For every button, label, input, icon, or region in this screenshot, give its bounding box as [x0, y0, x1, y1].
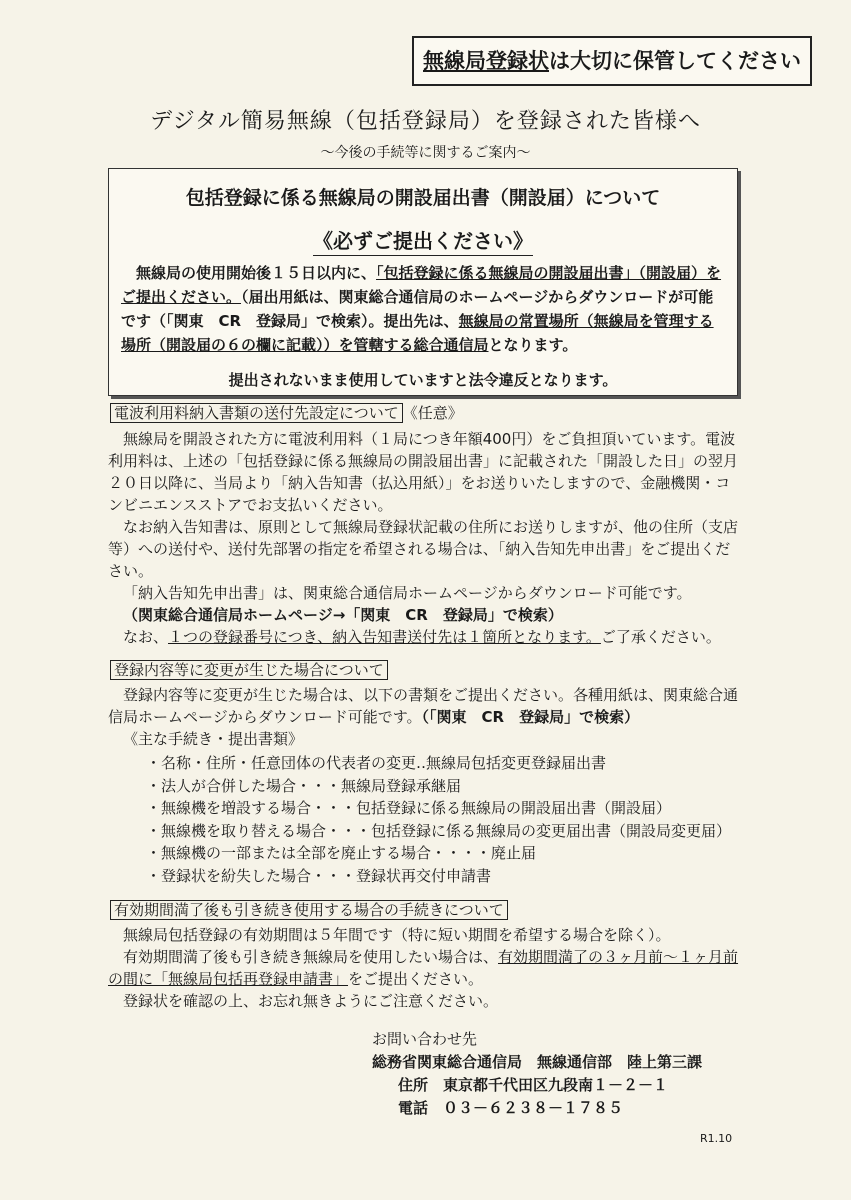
section1-heading [110, 403, 463, 423]
section2-para1 [108, 684, 740, 728]
section1-para5 [108, 626, 740, 648]
section3-body [108, 924, 740, 1012]
notice-box [108, 168, 738, 396]
notice-box-subtitle [109, 225, 737, 254]
contact-address [372, 1074, 702, 1097]
contact-address-label: 住所 [398, 1076, 429, 1094]
contact-phone-label: 電話 [398, 1099, 429, 1117]
notice-box-warning: 提出されないまま使用していますと法令違反となります。 [228, 371, 618, 389]
section3-para1: 無線局包括登録の有効期間は５年間です（特に短い期間を希望する場合を除く）。 [123, 926, 671, 944]
stamp-part1: 無線局登録状 [423, 49, 549, 73]
notice-box-subtitle-text: 《必ずご提出ください》 [313, 229, 533, 256]
section1-para4: （関東総合通信局ホームページ→「関東 CR 登録局」で検索） [123, 606, 563, 624]
notice-body-2: 「包括登録に係る無線局の開設届出書」（開設届）をご提出ください。 [121, 264, 722, 306]
contact-block [372, 1028, 702, 1120]
contact-org: 総務省関東総合通信局 無線通信部 陸上第三課 [372, 1053, 703, 1071]
section1-para5-c: ご了承ください。 [600, 628, 721, 646]
page-subtitle: 〜今後の手続等に関するご案内〜 [320, 145, 531, 161]
section1-para2: なお納入告知書は、原則として無線局登録状記載の住所にお送りしますが、他の住所（支店等）への送付や、送付先部署の指定を希望される場合は、「納入告知先申出書」をご提出ください。 [108, 518, 739, 580]
section1-body [108, 428, 740, 648]
section2-heading-label: 登録内容等に変更が生じた場合について [110, 660, 388, 680]
section2-body [108, 684, 740, 750]
section3-heading-label: 有効期間満了後も引き続き使用する場合の手続きについて [110, 900, 508, 920]
section3-para2-b: 有効期間満了の３ヶ月前〜１ヶ月前の間に「無線局包括再登録申請書」 [108, 948, 739, 988]
list-item: ・名称・住所・任意団体の代表者の変更‥無線局包括変更登録届出書 [146, 754, 607, 772]
section2-list-title: 《主な手続き・提出書類》 [123, 730, 304, 748]
list-item: ・無線機を増設する場合・・・包括登録に係る無線局の開設届出書（開設届） [146, 799, 672, 817]
section3-para2-c: をご提出ください。 [348, 970, 484, 988]
list-item: ・法人が合併した場合・・・無線局登録承継届 [146, 776, 462, 795]
section3-para2 [108, 946, 740, 990]
notice-body-4: 無線局の常置場所（無線局を管理する場所（開設届の６の欄に記載））を管轄する総合通信局 [121, 312, 714, 354]
list-item: ・無線機を取り替える場合・・・包括登録に係る無線局の変更届出書（開設局変更届） [146, 821, 732, 840]
section2-para1-text: 登録内容等に変更が生じた場合は、以下の書類をご提出ください。各種用紙は、関東総合通信局ホームページからダウンロード可能です。 [108, 686, 739, 726]
section1-para3: 「納入告知先申出書」は、関東総合通信局ホームページからダウンロード可能です。 [123, 584, 692, 602]
notice-body-5: となります。 [488, 336, 578, 354]
contact-phone [372, 1097, 702, 1120]
section3-heading [110, 900, 508, 920]
procedures-list [146, 752, 731, 887]
list-item: ・無線機の一部または全部を廃止する場合・・・・廃止届 [146, 844, 537, 862]
section3-para2-a: 有効期間満了後も引き続き無線局を使用したい場合は、 [123, 948, 499, 966]
section1-heading-label: 電波利用料納入書類の送付先設定について [110, 403, 403, 423]
keep-certificate-notice [412, 36, 812, 86]
notice-body-3: （届出用紙は、関東総合通信局のホームページからダウンロードが可能です（「関東 CR 登録局」で検索）。提出先は、 [121, 288, 714, 330]
contact-label: お問い合わせ先 [372, 1030, 478, 1048]
section1-para5-b: １つの登録番号につき、納入告知書送付先は１箇所となります。 [168, 628, 601, 646]
section3-para3: 登録状を確認の上、お忘れ無きようにご注意ください。 [123, 992, 499, 1010]
notice-body-1: 無線局の使用開始後１５日以内に、 [136, 264, 377, 282]
document-code: R1.10 [700, 1132, 733, 1145]
list-item: ・登録状を紛失した場合・・・登録状再交付申請書 [146, 866, 492, 885]
section1-para5-a: なお、 [123, 628, 169, 646]
section1-tag: 《任意》 [402, 404, 463, 422]
stamp-part2: は大切に保管してください [549, 49, 801, 73]
page-title: デジタル簡易無線（包括登録局）を登録された皆様へ [150, 109, 701, 134]
contact-phone-value: ０３－６２３８－１７８５ [443, 1099, 624, 1117]
section2-para1-bold: （「関東 CR 登録局」で検索） [421, 708, 640, 726]
contact-address-value: 東京都千代田区九段南１－２－１ [443, 1076, 669, 1094]
notice-box-title: 包括登録に係る無線局の開設届出書（開設届）について [185, 187, 661, 209]
section2-heading [110, 660, 388, 680]
section1-para1: 無線局を開設された方に電波利用料（１局につき年額400円）をご負担頂いています。電波利用料は、上述の「包括登録に係る無線局の開設届出書」に記載された「開設した日」の翌月２０日以降に、当局より「納入告知書（払込用紙）」をお送りいたしますので、金融機関・コンビニエンスストアでお支払いください。 [108, 430, 739, 514]
notice-box-body [121, 261, 725, 357]
